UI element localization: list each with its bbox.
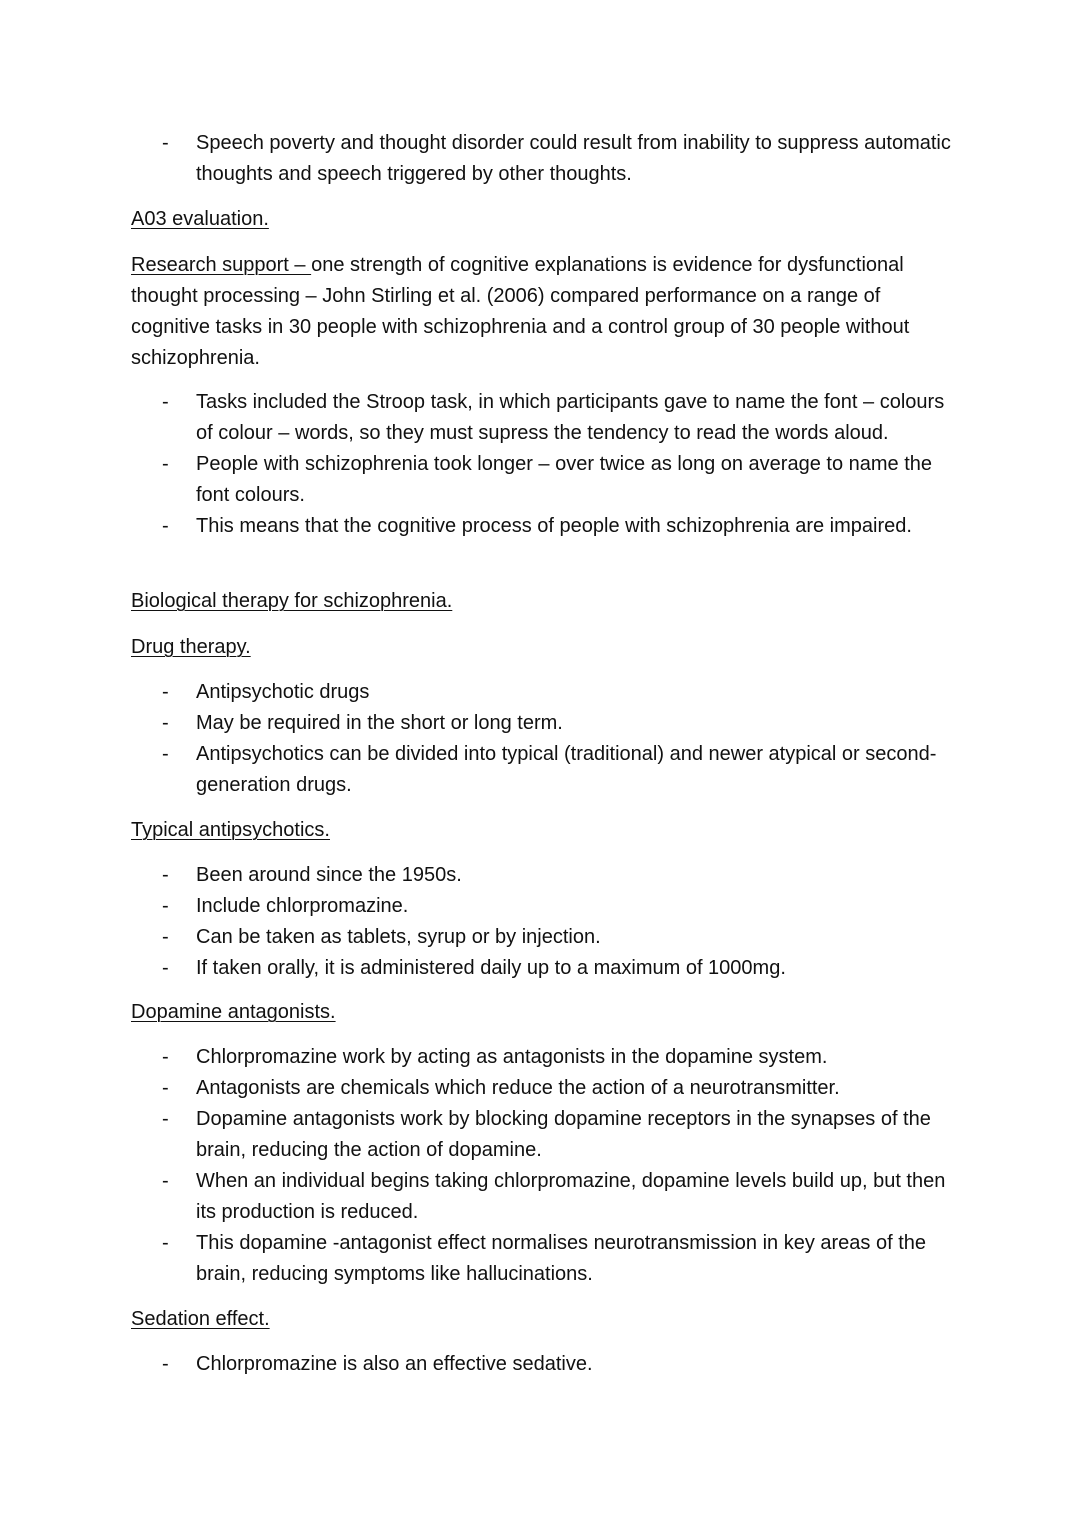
dopamine-antagonists-heading: Dopamine antagonists. <box>131 1001 336 1023</box>
list-item-text: Antipsychotics can be divided into typical (traditional) and newer atypical or second-generation drugs. <box>196 743 937 796</box>
list-item <box>162 128 962 190</box>
list-item <box>162 1228 962 1290</box>
list-item <box>162 1104 962 1166</box>
bullet-dash: - <box>162 712 169 734</box>
list-item-text: If taken orally, it is administered daily up to a maximum of 1000mg. <box>196 957 786 979</box>
intro-bullet-list <box>162 128 962 190</box>
bullet-dash: - <box>162 743 169 765</box>
list-item-text: Chlorpromazine is also an effective sedative. <box>196 1353 593 1375</box>
list-item <box>162 1073 962 1104</box>
bullet-dash: - <box>162 391 169 413</box>
bullet-dash: - <box>162 515 169 537</box>
bullet-dash: - <box>162 132 169 154</box>
drug-therapy-bullet-list <box>162 677 962 801</box>
bullet-dash: - <box>162 453 169 475</box>
sedation-effect-heading: Sedation effect. <box>131 1308 270 1330</box>
bullet-dash: - <box>162 957 169 979</box>
bullet-dash: - <box>162 681 169 703</box>
list-item-text: Tasks included the Stroop task, in which participants gave to name the font – colours of colour – words, so they must supress the tendency to read the words aloud. <box>196 391 945 444</box>
list-item <box>162 953 962 984</box>
list-item-text: When an individual begins taking chlorpromazine, dopamine levels build up, but then its production is reduced. <box>196 1170 946 1223</box>
research-support-lead: Research support – <box>131 254 312 276</box>
list-item <box>162 860 962 891</box>
bullet-dash: - <box>162 1170 169 1192</box>
drug-therapy-heading: Drug therapy. <box>131 636 251 658</box>
research-support-body: one strength of cognitive explanations is evidence for dysfunctional thought processing – John Stirling et al. (2006) compared performance on a range of cognitive tasks in 30 people with schizophrenia and a control group of 30 people without schizophrenia. <box>131 254 910 369</box>
list-item <box>162 1349 962 1380</box>
list-item-text: Chlorpromazine work by acting as antagonists in the dopamine system. <box>196 1046 828 1068</box>
list-item <box>162 922 962 953</box>
list-item-text: Can be taken as tablets, syrup or by injection. <box>196 926 601 948</box>
sedation-effect-bullet-list <box>162 1349 962 1380</box>
list-item <box>162 677 962 708</box>
list-item <box>162 708 962 739</box>
research-support-paragraph <box>131 250 961 374</box>
typical-antipsychotics-heading: Typical antipsychotics. <box>131 819 330 841</box>
biological-therapy-heading: Biological therapy for schizophrenia. <box>131 590 453 612</box>
list-item <box>162 387 962 449</box>
list-item-text: Dopamine antagonists work by blocking dopamine receptors in the synapses of the brain, reducing the action of dopamine. <box>196 1108 931 1161</box>
list-item <box>162 1166 962 1228</box>
list-item-text: Been around since the 1950s. <box>196 864 462 886</box>
list-item <box>162 891 962 922</box>
dopamine-antagonists-bullet-list <box>162 1042 962 1290</box>
list-item <box>162 739 962 801</box>
bullet-dash: - <box>162 1232 169 1254</box>
list-item-text: Speech poverty and thought disorder could result from inability to suppress automatic thoughts and speech triggered by other thoughts. <box>196 132 951 185</box>
bullet-dash: - <box>162 864 169 886</box>
bullet-dash: - <box>162 1077 169 1099</box>
list-item-text: Antagonists are chemicals which reduce the action of a neurotransmitter. <box>196 1077 840 1099</box>
list-item-text: People with schizophrenia took longer – over twice as long on average to name the font colours. <box>196 453 933 506</box>
list-item-text: Antipsychotic drugs <box>196 681 370 703</box>
list-item-text: This means that the cognitive process of people with schizophrenia are impaired. <box>196 515 912 537</box>
list-item <box>162 1042 962 1073</box>
ao3-heading: A03 evaluation. <box>131 208 269 230</box>
list-item <box>162 511 962 542</box>
bullet-dash: - <box>162 1046 169 1068</box>
bullet-dash: - <box>162 926 169 948</box>
bullet-dash: - <box>162 895 169 917</box>
list-item <box>162 449 962 511</box>
list-item-text: May be required in the short or long term. <box>196 712 563 734</box>
list-item-text: Include chlorpromazine. <box>196 895 409 917</box>
list-item-text: This dopamine -antagonist effect normalises neurotransmission in key areas of the brain, reducing symptoms like hallucinations. <box>196 1232 927 1285</box>
bullet-dash: - <box>162 1108 169 1130</box>
bullet-dash: - <box>162 1353 169 1375</box>
ao3-bullet-list <box>162 387 962 542</box>
typical-antipsychotics-bullet-list <box>162 860 962 984</box>
